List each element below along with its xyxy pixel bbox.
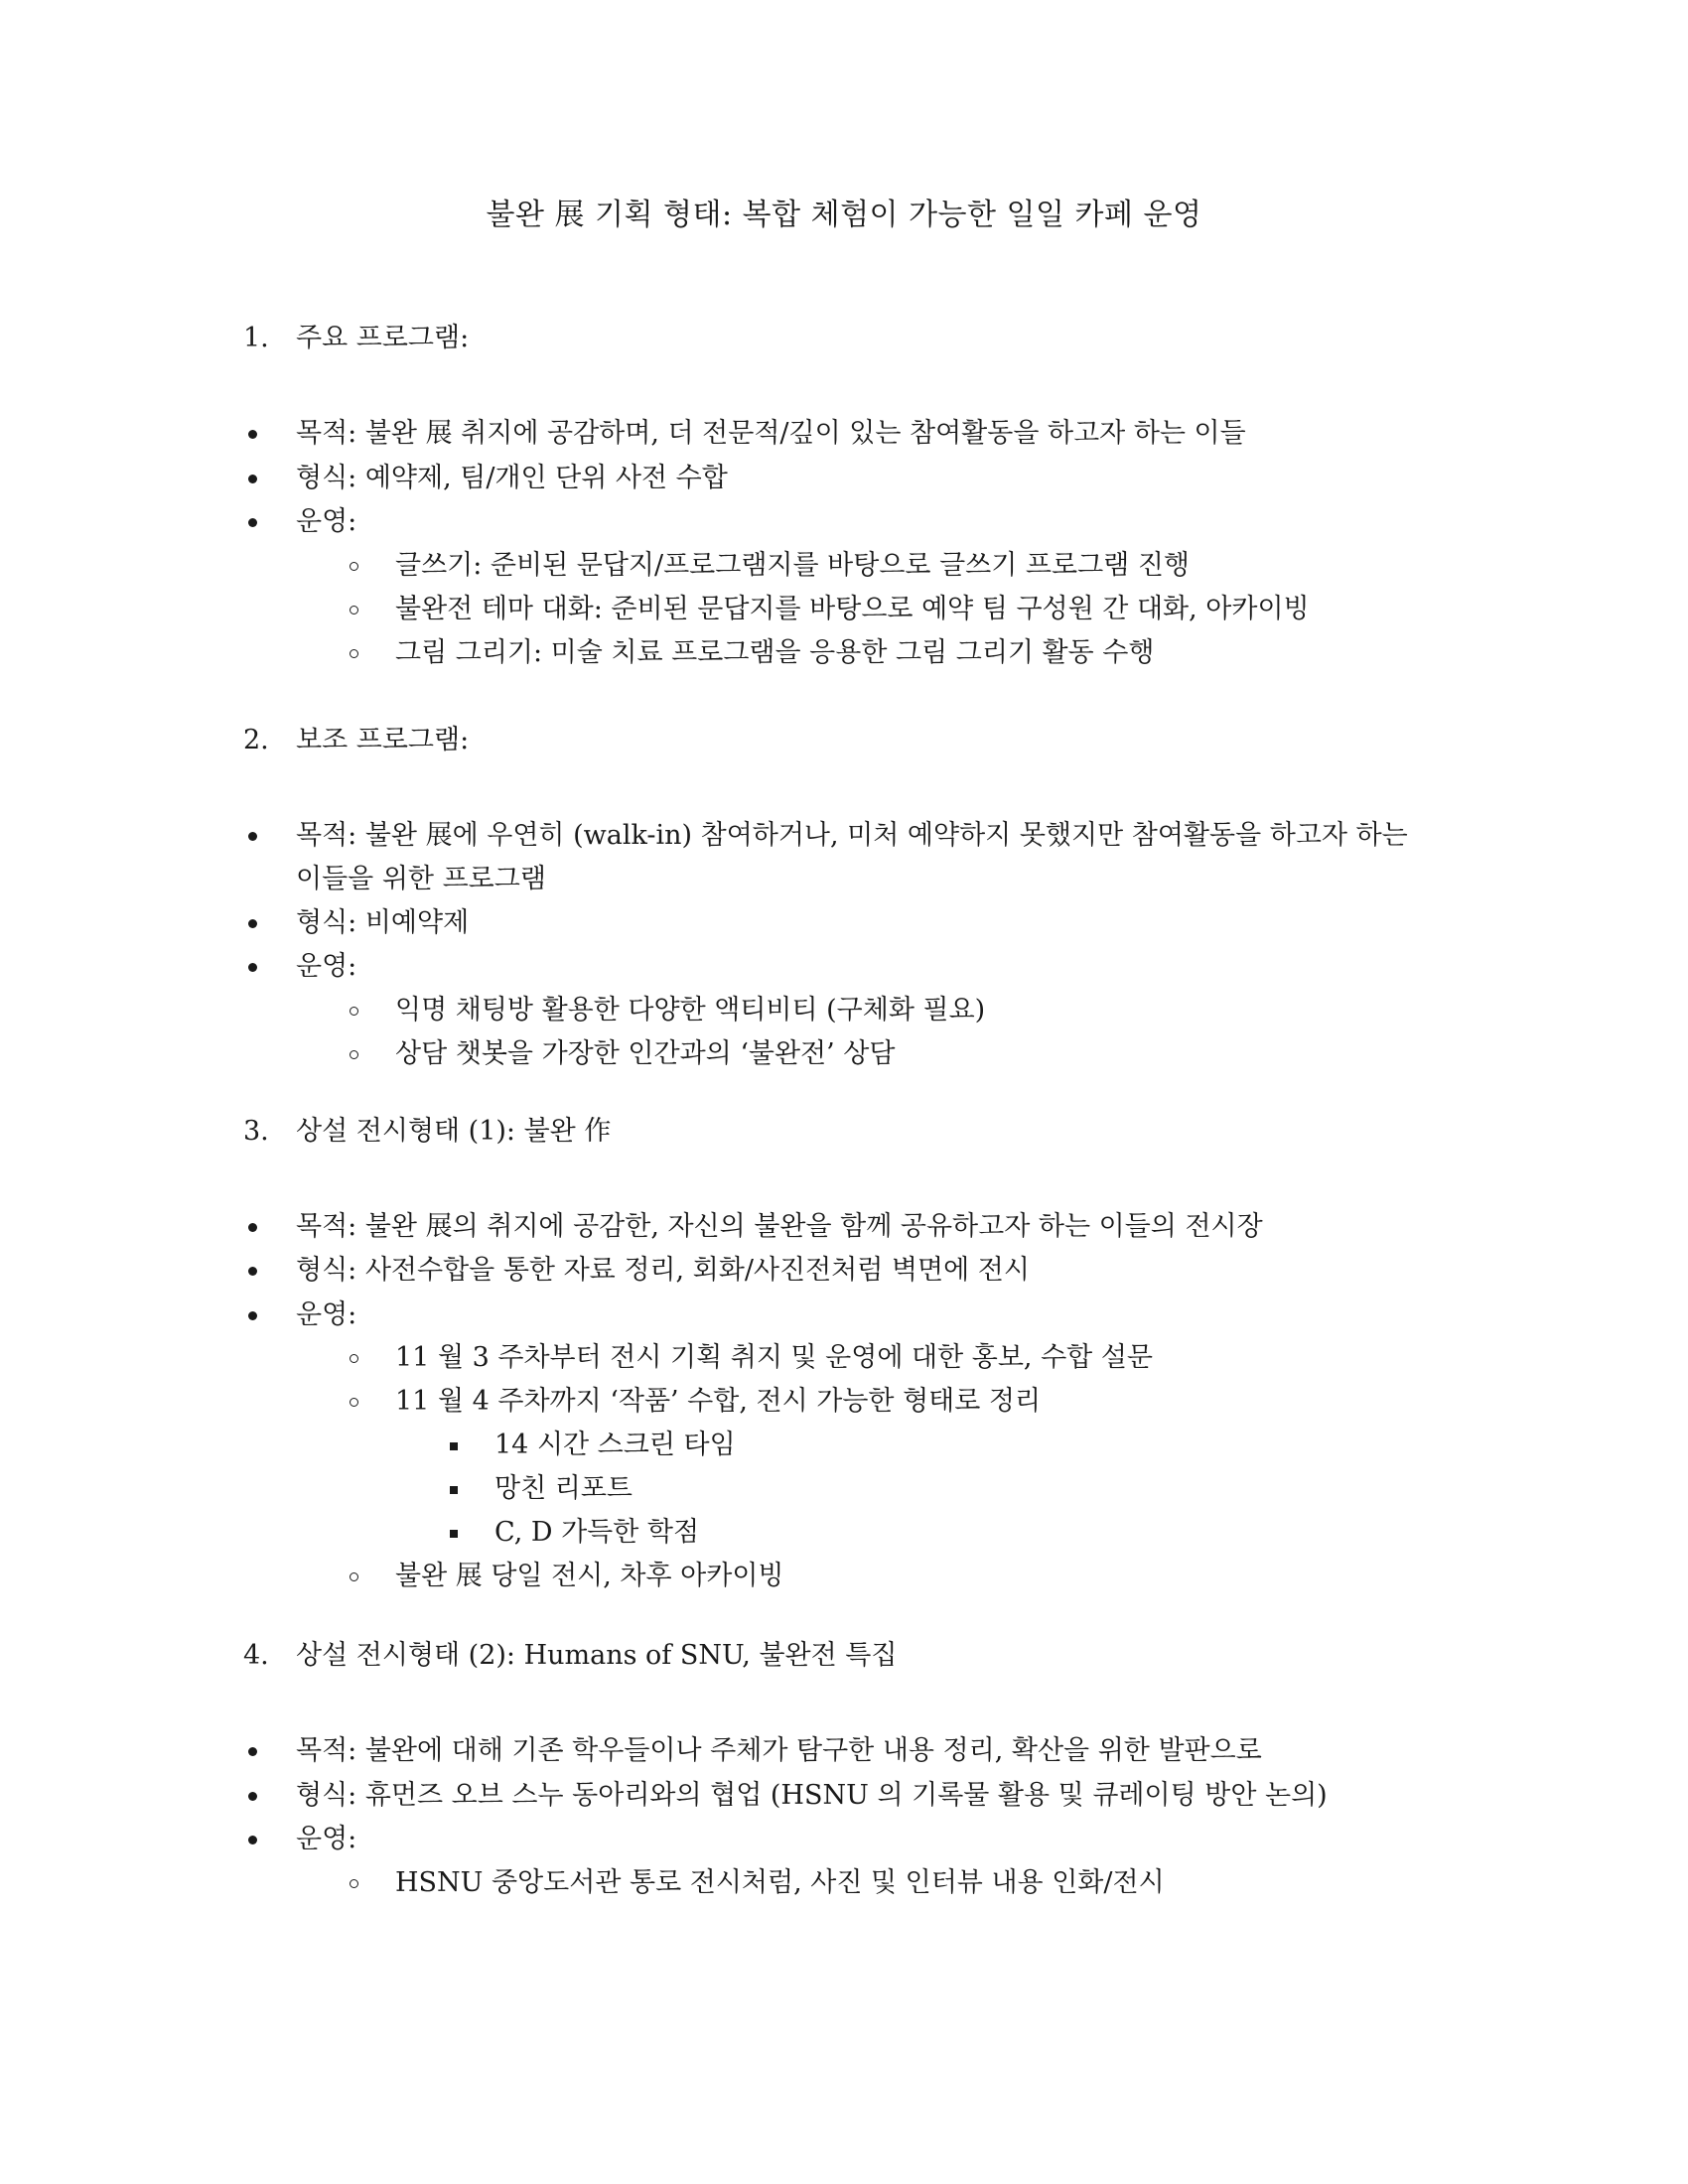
bullet-item-continuation: 이들을 위한 프로그램 xyxy=(296,864,546,894)
bullet-icon xyxy=(248,518,257,527)
square-bullet-icon xyxy=(450,1530,458,1538)
bullet-icon xyxy=(248,475,257,483)
bullet-icon xyxy=(248,919,257,928)
bullet-icon xyxy=(248,963,257,972)
bullet-icon xyxy=(248,430,257,439)
sub-item: HSNU 중앙도서관 통로 전시처럼, 사진 및 인터뷰 내용 인화/전시 xyxy=(395,1867,1165,1898)
circle-bullet-icon xyxy=(350,562,358,571)
bullet-item: 운영: xyxy=(296,1299,357,1330)
bullet-icon xyxy=(248,832,257,841)
sub-item: 불완전 테마 대화: 준비된 문답지를 바탕으로 예약 팀 구성원 간 대화, 아카이빙 xyxy=(395,594,1310,624)
bullet-item: 목적: 불완 展의 취지에 공감한, 자신의 불완을 함께 공유하고자 하는 이들의 전시장 xyxy=(296,1211,1263,1242)
section-heading: 보조 프로그램: xyxy=(296,725,470,755)
bullet-item: 운영: xyxy=(296,506,357,537)
sub-sub-item: 망친 리포트 xyxy=(494,1473,633,1504)
section-number: 4. xyxy=(243,1640,269,1671)
bullet-icon xyxy=(248,1311,257,1320)
bullet-item: 형식: 비예약제 xyxy=(296,907,470,938)
circle-bullet-icon xyxy=(350,1007,358,1016)
circle-bullet-icon xyxy=(350,1050,358,1059)
sub-item: 익명 채팅방 활용한 다양한 액티비티 (구체화 필요) xyxy=(395,995,986,1025)
sub-item: 글쓰기: 준비된 문답지/프로그램지를 바탕으로 글쓰기 프로그램 진행 xyxy=(395,550,1190,581)
section-heading: 상설 전시형태 (2): Humans of SNU, 불완전 특집 xyxy=(296,1640,898,1671)
sub-sub-item: C, D 가득한 학점 xyxy=(494,1517,700,1548)
circle-bullet-icon xyxy=(350,649,358,658)
bullet-item: 형식: 예약제, 팀/개인 단위 사전 수합 xyxy=(296,463,728,493)
section-heading: 상설 전시형태 (1): 불완 作 xyxy=(296,1116,612,1147)
bullet-icon xyxy=(248,1223,257,1232)
circle-bullet-icon xyxy=(350,1354,358,1363)
bullet-icon xyxy=(248,1747,257,1756)
circle-bullet-icon xyxy=(350,1572,358,1581)
bullet-item: 운영: xyxy=(296,951,357,982)
sub-item: 상담 챗봇을 가장한 인간과의 ‘불완전’ 상담 xyxy=(395,1038,896,1069)
bullet-icon xyxy=(248,1267,257,1276)
bullet-item: 형식: 휴먼즈 오브 스누 동아리와의 협업 (HSNU 의 기록물 활용 및 큐레이팅 방안 논의) xyxy=(296,1780,1328,1811)
sub-item: 11 월 3 주차부터 전시 기획 취지 및 운영에 대한 홍보, 수합 설문 xyxy=(395,1342,1153,1373)
bullet-icon xyxy=(248,1792,257,1801)
circle-bullet-icon xyxy=(350,1398,358,1407)
section-heading: 주요 프로그램: xyxy=(296,323,470,353)
section-number: 2. xyxy=(243,725,269,755)
circle-bullet-icon xyxy=(350,1879,358,1888)
sub-sub-item: 14 시간 스크린 타임 xyxy=(494,1430,736,1460)
bullet-icon xyxy=(248,1836,257,1844)
sub-item: 그림 그리기: 미술 치료 프로그램을 응용한 그림 그리기 활동 수행 xyxy=(395,637,1155,668)
section-number: 1. xyxy=(243,323,269,353)
bullet-item: 목적: 불완 展에 우연히 (walk-in) 참여하거나, 미처 예약하지 못했지만 참여활동을 하고자 하는 xyxy=(296,820,1408,851)
square-bullet-icon xyxy=(450,1486,458,1494)
section-number: 3. xyxy=(243,1116,269,1147)
document-title: 불완 展 기획 형태: 복합 체험이 가능한 일일 카페 운영 xyxy=(486,198,1202,232)
bullet-item: 형식: 사전수합을 통한 자료 정리, 회화/사진전처럼 벽면에 전시 xyxy=(296,1255,1030,1286)
bullet-item: 목적: 불완에 대해 기존 학우들이나 주체가 탐구한 내용 정리, 확산을 위한 발판으로 xyxy=(296,1735,1262,1766)
bullet-item: 목적: 불완 展 취지에 공감하며, 더 전문적/깊이 있는 참여활동을 하고자 하는 이들 xyxy=(296,418,1246,449)
sub-item: 불완 展 당일 전시, 차후 아카이빙 xyxy=(395,1561,784,1591)
circle-bullet-icon xyxy=(350,606,358,614)
square-bullet-icon xyxy=(450,1442,458,1450)
sub-item: 11 월 4 주차까지 ‘작품’ 수합, 전시 가능한 형태로 정리 xyxy=(395,1386,1042,1417)
bullet-item: 운영: xyxy=(296,1824,357,1854)
